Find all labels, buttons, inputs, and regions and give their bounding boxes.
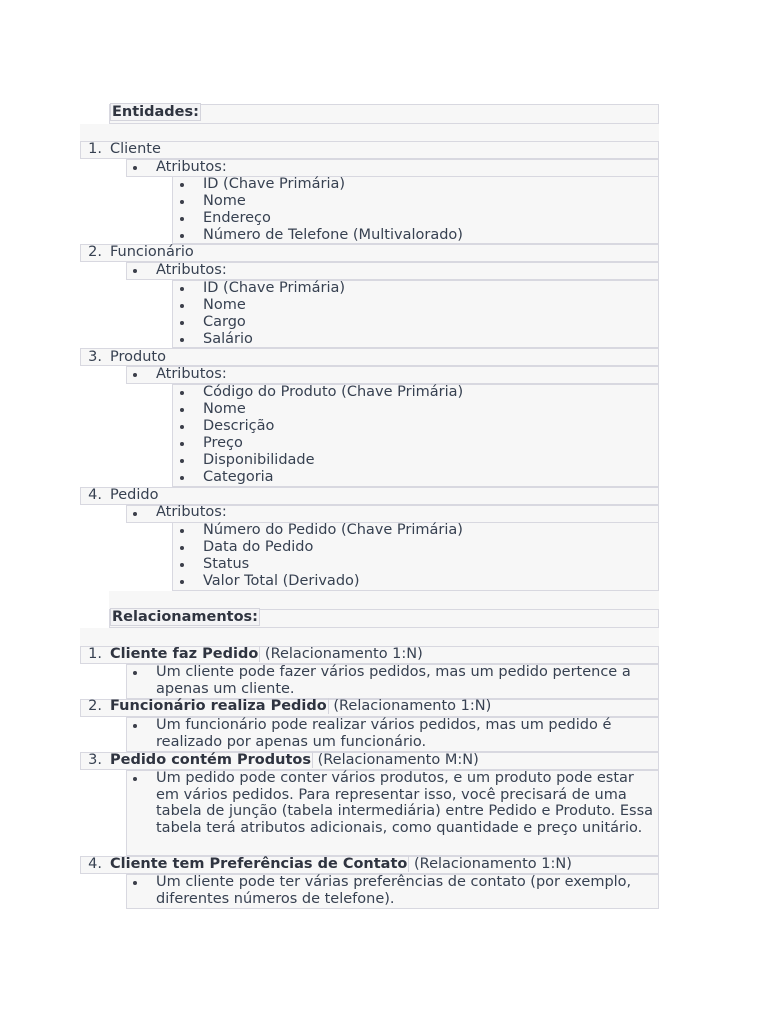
relationship-title-line <box>110 646 423 663</box>
bullet <box>180 391 184 395</box>
attribute-item: Status <box>203 556 250 572</box>
attribute-item: Nome <box>203 297 246 313</box>
bullet <box>133 881 137 885</box>
bullet <box>180 234 184 238</box>
attribute-item: Valor Total (Derivado) <box>203 573 360 589</box>
attribute-item: Número do Pedido (Chave Primária) <box>203 522 463 538</box>
bullet <box>133 166 137 170</box>
bullet <box>180 338 184 342</box>
attributes-label: Atributos: <box>156 366 227 382</box>
attribute-item: ID (Chave Primária) <box>203 176 346 192</box>
entity-number: 1. <box>88 141 102 157</box>
relationships-heading <box>110 609 260 626</box>
attribute-item: Nome <box>203 193 246 209</box>
entity-name: Produto <box>110 349 166 365</box>
spacer <box>80 628 659 646</box>
relationship-number: 2. <box>88 698 102 714</box>
bullet <box>180 563 184 567</box>
bullet <box>133 269 137 273</box>
attribute-item: Código do Produto (Chave Primária) <box>203 384 464 400</box>
relationship-number: 1. <box>88 646 102 662</box>
attribute-item: Disponibilidade <box>203 452 315 468</box>
spacer <box>80 124 659 141</box>
attribute-item: Descrição <box>203 418 275 434</box>
bullet <box>180 183 184 187</box>
attribute-item: Cargo <box>203 314 246 330</box>
bullet <box>180 304 184 308</box>
relationship-type: (Relacionamento 1:N) <box>413 856 572 872</box>
bullet <box>180 476 184 480</box>
bullet <box>180 425 184 429</box>
relationship-number: 4. <box>88 856 102 872</box>
bullet <box>133 724 137 728</box>
attributes-label: Atributos: <box>156 159 227 175</box>
bullet <box>180 217 184 221</box>
relationship-description: Um funcionário pode realizar vários pedidos, mas um pedido é realizado por apenas um funcionário. <box>156 717 612 750</box>
bullet <box>180 321 184 325</box>
entity-row-pedido <box>80 487 659 505</box>
bullet <box>180 287 184 291</box>
bullet <box>133 671 137 675</box>
bullet <box>180 546 184 550</box>
relationship-title-line <box>110 856 572 873</box>
bullet <box>133 777 137 781</box>
relationship-title-line <box>110 698 491 715</box>
entity-number: 3. <box>88 349 102 365</box>
attribute-item: Nome <box>203 401 246 417</box>
relationship-title-line <box>110 752 479 769</box>
attribute-item: ID (Chave Primária) <box>203 280 346 296</box>
attribute-item: Endereço <box>203 210 271 226</box>
relationship-description: Um pedido pode conter vários produtos, e um produto pode estar em vários pedidos. Para representar isso, você precisará de uma tabela de junção (tabela intermediária) entre Pedido e Produto. Essa tabela terá atributos adicionais, como quantidade e preço unitário. <box>156 770 654 836</box>
entity-name: Cliente <box>110 141 161 157</box>
attribute-item: Salário <box>203 331 253 347</box>
bullet <box>133 512 137 516</box>
relationship-title: Cliente faz Pedido <box>110 646 259 662</box>
relationship-type: (Relacionamento 1:N) <box>333 698 492 714</box>
entities-heading-text: Entidades: <box>112 104 199 120</box>
relationship-title: Cliente tem Preferências de Contato <box>110 856 408 872</box>
spacer <box>109 591 659 609</box>
entity-number: 2. <box>88 244 102 260</box>
relationship-description: Um cliente pode fazer vários pedidos, mas um pedido pertence a apenas um cliente. <box>156 664 631 697</box>
relationships-heading-text: Relacionamentos: <box>112 609 258 625</box>
bullet <box>133 373 137 377</box>
relationship-type: (Relacionamento M:N) <box>317 752 479 768</box>
attributes-label: Atributos: <box>156 504 227 520</box>
entity-row-produto <box>80 348 659 366</box>
relationship-title: Funcionário realiza Pedido <box>110 698 327 714</box>
bullet <box>180 529 184 533</box>
relationship-number: 3. <box>88 752 102 768</box>
attribute-item: Data do Pedido <box>203 539 314 555</box>
relationship-type: (Relacionamento 1:N) <box>264 646 423 662</box>
attribute-item: Preço <box>203 435 243 451</box>
entity-number: 4. <box>88 487 102 503</box>
entity-row-cliente <box>80 141 659 159</box>
attribute-item: Número de Telefone (Multivalorado) <box>203 227 463 243</box>
entities-heading <box>110 104 201 121</box>
attributes-label: Atributos: <box>156 262 227 278</box>
bullet <box>180 200 184 204</box>
attribute-item: Categoria <box>203 469 274 485</box>
entity-name: Pedido <box>110 487 159 503</box>
bullet <box>180 408 184 412</box>
bullet <box>180 459 184 463</box>
relationship-title: Pedido contém Produtos <box>110 752 311 768</box>
bullet <box>180 442 184 446</box>
entity-name: Funcionário <box>110 244 194 260</box>
bullet <box>180 580 184 584</box>
relationship-description: Um cliente pode ter várias preferências de contato (por exemplo, diferentes números de telefone). <box>156 874 632 907</box>
